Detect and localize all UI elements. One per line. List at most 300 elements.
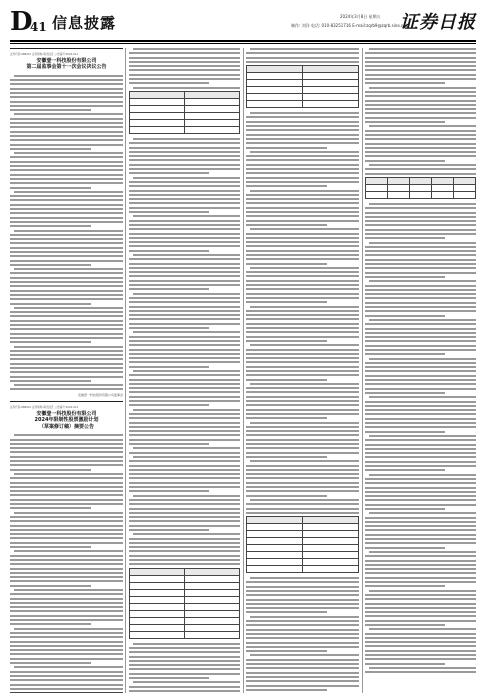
- text-line: [129, 542, 240, 544]
- text-line: [129, 172, 209, 174]
- text-line: [365, 581, 476, 583]
- text-line: [250, 306, 359, 308]
- text-line: [129, 190, 240, 192]
- text-line: [365, 564, 476, 566]
- text-line: [246, 211, 359, 213]
- table-row: [247, 524, 359, 531]
- text-line: [246, 340, 327, 342]
- text-line: [10, 641, 123, 643]
- table-row: [130, 119, 240, 126]
- text-line: [246, 456, 327, 458]
- text-line: [365, 444, 476, 446]
- text-line: [129, 413, 240, 415]
- table-cell: [130, 119, 185, 126]
- text-line: [246, 396, 359, 398]
- text-line: [10, 277, 123, 279]
- text-line: [365, 254, 476, 256]
- text-line: [10, 671, 123, 673]
- text-line: [246, 159, 359, 161]
- text-line: [10, 658, 123, 660]
- text-line: [129, 323, 240, 325]
- text-line: [133, 370, 240, 372]
- text-line: [129, 185, 240, 187]
- table-row: [130, 126, 240, 133]
- text-line: [129, 508, 240, 510]
- text-line: [10, 328, 123, 330]
- text-line: [129, 52, 240, 54]
- table-row: [130, 603, 240, 610]
- text-line: [246, 61, 359, 63]
- text-line: [246, 310, 359, 312]
- text-line: [10, 371, 123, 373]
- text-line: [10, 456, 123, 458]
- text-line: [129, 233, 240, 235]
- text-line: [133, 293, 240, 295]
- text-line: [129, 271, 240, 273]
- table-cell: [185, 119, 240, 126]
- data-table: [129, 91, 240, 134]
- text-line: [246, 254, 359, 256]
- text-line: [10, 238, 123, 240]
- text-line: [129, 147, 240, 149]
- text-line: [250, 151, 359, 153]
- text-line: [246, 447, 359, 449]
- text-line: [129, 220, 240, 222]
- text-line: [246, 241, 359, 243]
- text-line: [246, 659, 359, 661]
- table-cell: [247, 566, 303, 573]
- table-row: [366, 177, 476, 184]
- text-line: [10, 516, 123, 518]
- text-line: [246, 611, 327, 613]
- table-cell: [130, 596, 185, 603]
- table-cell: [185, 568, 240, 575]
- table-cell: [247, 545, 303, 552]
- text-line: [10, 148, 91, 150]
- text-line: [246, 125, 359, 127]
- table-cell: [303, 524, 359, 531]
- text-line: [10, 303, 91, 305]
- text-line: [246, 353, 359, 355]
- text-line: [246, 607, 359, 609]
- text-line: [10, 298, 123, 300]
- table-cell: [185, 603, 240, 610]
- text-line: [365, 233, 476, 235]
- table-cell: [130, 568, 185, 575]
- table-cell: [130, 603, 185, 610]
- data-table: [129, 568, 240, 639]
- text-line: [133, 409, 240, 411]
- text-line: [14, 268, 123, 270]
- text-line: [10, 559, 123, 561]
- table-cell: [303, 538, 359, 545]
- text-line: [129, 563, 240, 565]
- text-line: [10, 598, 123, 600]
- text-line: [10, 388, 123, 390]
- table-row: [247, 517, 359, 524]
- text-line: [365, 366, 476, 368]
- table-cell: [388, 191, 410, 198]
- table-cell: [432, 191, 454, 198]
- text-line: [10, 131, 123, 133]
- text-line: [365, 117, 476, 119]
- text-line: [10, 576, 123, 578]
- data-table: [246, 516, 359, 573]
- text-line: [369, 628, 476, 630]
- notice-header: [10, 48, 123, 75]
- text-line: [365, 413, 476, 415]
- text-line: [14, 473, 123, 475]
- text-line: [10, 187, 91, 189]
- text-line: [246, 581, 359, 583]
- text-line: [14, 384, 123, 386]
- table-cell: [388, 177, 410, 184]
- table-cell: [366, 184, 388, 191]
- data-table: [365, 177, 476, 199]
- text-line: [10, 585, 91, 587]
- text-line: [10, 350, 123, 352]
- text-line: [365, 379, 476, 381]
- table-row: [130, 91, 240, 98]
- text-line: [246, 207, 359, 209]
- text-line: [10, 208, 123, 210]
- table-cell: [130, 126, 185, 133]
- text-line: [365, 100, 476, 102]
- notice-title-line: 安徽壹一科技股份有限公司: [36, 411, 97, 418]
- text-line: [365, 52, 476, 54]
- text-line: [365, 650, 476, 652]
- text-line: [10, 507, 91, 509]
- table-row: [247, 538, 359, 545]
- notice-body: [365, 48, 476, 175]
- text-line: [246, 426, 359, 428]
- table-cell: [303, 73, 359, 80]
- text-line: [246, 142, 359, 144]
- text-line: [129, 237, 240, 239]
- text-line: [365, 598, 476, 600]
- table-cell: [185, 112, 240, 119]
- text-line: [246, 452, 359, 454]
- text-line: [365, 375, 476, 377]
- table-cell: [247, 80, 303, 87]
- text-line: [10, 225, 91, 227]
- text-line: [246, 430, 359, 432]
- text-line: [246, 275, 359, 277]
- text-line: [250, 460, 359, 462]
- text-line: [246, 155, 359, 157]
- text-line: [129, 559, 240, 561]
- text-line: [250, 48, 359, 50]
- text-line: [129, 417, 240, 419]
- text-line: [369, 280, 476, 282]
- text-line: [246, 288, 359, 290]
- text-line: [129, 65, 240, 67]
- table-cell: [185, 617, 240, 624]
- text-line: [10, 260, 123, 262]
- text-line: [10, 593, 123, 595]
- table-cell: [185, 582, 240, 589]
- text-line: [365, 401, 476, 403]
- text-line: [365, 57, 476, 59]
- notice-title-line: 2024年限制性股票激励计划: [34, 417, 99, 424]
- table-cell: [130, 589, 185, 596]
- text-line: [246, 134, 359, 136]
- text-line: [10, 320, 123, 322]
- text-line: [129, 490, 209, 492]
- text-line: [10, 494, 123, 496]
- table-row: [130, 575, 240, 582]
- text-line: [10, 469, 91, 471]
- text-line: [129, 387, 240, 389]
- text-line: [365, 487, 476, 489]
- text-line: [129, 452, 240, 454]
- notice-signature: 安徽壹一科技股份有限公司监事会: [77, 392, 123, 397]
- text-line: [365, 534, 476, 536]
- text-line: [246, 465, 359, 467]
- table-cell: [247, 531, 303, 538]
- text-line: [246, 685, 359, 687]
- table-cell: [432, 177, 454, 184]
- text-line: [246, 490, 359, 492]
- text-line: [365, 65, 476, 67]
- table-cell: [185, 596, 240, 603]
- text-line: [10, 645, 123, 647]
- text-line: [129, 520, 240, 522]
- text-line: [129, 202, 240, 204]
- text-line: [369, 435, 476, 437]
- text-line: [365, 293, 476, 295]
- text-line: [365, 345, 476, 347]
- text-line: [10, 139, 123, 141]
- notice-body: [129, 643, 240, 693]
- text-line: [129, 686, 240, 688]
- text-line: [10, 464, 123, 466]
- table-cell: [130, 112, 185, 119]
- text-line: [246, 164, 359, 166]
- text-line: [365, 250, 476, 252]
- notice-body: [246, 48, 359, 63]
- text-line: [129, 426, 240, 428]
- text-line: [250, 190, 359, 192]
- text-line: [14, 589, 123, 591]
- text-line: [10, 169, 123, 171]
- text-line: [129, 555, 240, 557]
- text-line: [365, 263, 476, 265]
- text-line: [14, 191, 123, 193]
- text-line: [365, 315, 445, 317]
- text-line: [14, 113, 123, 115]
- table-cell: [454, 177, 476, 184]
- text-line: [133, 48, 240, 50]
- text-line: [365, 246, 476, 248]
- text-line: [246, 237, 359, 239]
- text-line: [250, 383, 359, 385]
- text-line: [365, 95, 476, 97]
- text-line: [133, 447, 240, 449]
- data-table: [10, 692, 123, 693]
- text-line: [129, 267, 240, 269]
- text-line: [246, 689, 327, 691]
- notice-body: [129, 48, 240, 89]
- text-line: [10, 161, 123, 163]
- text-line: [14, 434, 123, 436]
- text-line: [10, 503, 123, 505]
- notice-code-line: 证券代码:688041 证券简称:海光信息 公告编号:2024-012: [10, 406, 79, 410]
- text-line: [246, 594, 359, 596]
- text-line: [129, 181, 240, 183]
- table-cell: [366, 191, 388, 198]
- text-line: [10, 477, 123, 479]
- table-cell: [185, 98, 240, 105]
- text-line: [129, 656, 240, 658]
- text-line: [10, 563, 123, 565]
- text-line: [129, 374, 240, 376]
- text-line: [129, 327, 209, 329]
- text-line: [129, 344, 240, 346]
- text-line: [10, 443, 123, 445]
- text-line: [129, 340, 240, 342]
- text-line: [129, 668, 240, 670]
- text-line: [129, 651, 240, 653]
- text-line: [369, 319, 476, 321]
- text-line: [365, 112, 476, 114]
- table-cell: [247, 94, 303, 101]
- table-row: [247, 559, 359, 566]
- text-line: [10, 490, 123, 492]
- text-line: [365, 121, 445, 123]
- table-cell: [247, 559, 303, 566]
- text-line: [246, 138, 359, 140]
- text-line: [129, 275, 240, 277]
- text-line: [10, 649, 123, 651]
- table-row: [130, 610, 240, 617]
- text-line: [365, 547, 445, 549]
- text-line: [365, 555, 476, 557]
- text-line: [365, 525, 476, 527]
- text-line: [365, 267, 476, 269]
- text-line: [129, 430, 240, 432]
- table-cell: [303, 559, 359, 566]
- text-line: [365, 461, 476, 463]
- text-line: [369, 164, 476, 166]
- text-line: [246, 599, 359, 601]
- text-line: [10, 606, 123, 608]
- text-line: [129, 546, 240, 548]
- text-line: [246, 280, 359, 282]
- column-1: [10, 48, 123, 693]
- text-line: [246, 586, 359, 588]
- table-cell: [130, 575, 185, 582]
- text-line: [365, 259, 476, 261]
- text-line: [250, 616, 359, 618]
- text-line: [365, 448, 476, 450]
- table-row: [247, 94, 359, 101]
- text-line: [10, 182, 123, 184]
- table-cell: [130, 624, 185, 631]
- brand-logo: 证券日报: [400, 12, 476, 33]
- text-line: [365, 349, 476, 351]
- text-line: [10, 83, 123, 85]
- text-line: [365, 310, 476, 312]
- text-line: [10, 174, 123, 176]
- text-line: [10, 354, 123, 356]
- table-cell: [247, 87, 303, 94]
- text-line: [365, 392, 445, 394]
- text-line: [129, 422, 240, 424]
- text-line: [10, 520, 123, 522]
- text-line: [365, 224, 476, 226]
- text-line: [365, 615, 476, 617]
- text-line: [133, 177, 240, 179]
- text-line: [369, 203, 476, 205]
- text-line: [129, 198, 240, 200]
- text-line: [365, 108, 476, 110]
- text-line: [365, 482, 476, 484]
- text-line: [250, 654, 359, 656]
- text-line: [10, 619, 123, 621]
- text-line: [250, 422, 359, 424]
- text-line: [129, 78, 240, 80]
- text-line: [365, 332, 476, 334]
- text-line: [129, 142, 240, 144]
- text-line: [10, 572, 123, 574]
- text-line: [129, 673, 240, 675]
- text-line: [365, 173, 476, 175]
- text-line: [365, 663, 445, 665]
- text-line: [365, 151, 476, 153]
- text-line: [10, 602, 123, 604]
- text-line: [10, 165, 123, 167]
- text-line: [246, 667, 359, 669]
- text-line: [246, 374, 359, 376]
- text-line: [365, 560, 476, 562]
- table-cell: [130, 91, 185, 98]
- text-line: [246, 245, 359, 247]
- text-line: [246, 469, 359, 471]
- text-line: [10, 568, 123, 570]
- text-line: [10, 610, 123, 612]
- text-line: [246, 215, 359, 217]
- text-line: [365, 426, 476, 428]
- page-letter: D: [10, 7, 33, 37]
- text-line: [365, 633, 476, 635]
- text-line: [129, 379, 240, 381]
- notice-body: [10, 75, 123, 391]
- text-line: [365, 452, 476, 454]
- table-cell: [130, 617, 185, 624]
- text-line: [246, 680, 359, 682]
- text-line: [369, 512, 476, 514]
- text-line: [129, 155, 240, 157]
- table-row: [366, 184, 476, 191]
- text-line: [365, 645, 476, 647]
- table-row: [247, 566, 359, 573]
- text-line: [129, 400, 240, 402]
- table-cell: [130, 98, 185, 105]
- text-line: [10, 109, 91, 111]
- text-line: [14, 152, 123, 154]
- text-line: [365, 418, 476, 420]
- text-line: [246, 349, 359, 351]
- text-line: [250, 344, 359, 346]
- text-line: [129, 159, 240, 161]
- text-line: [365, 542, 476, 544]
- text-line: [10, 337, 123, 339]
- text-line: [129, 383, 240, 385]
- text-line: [133, 87, 240, 89]
- text-line: [365, 362, 476, 364]
- text-line: [246, 495, 327, 497]
